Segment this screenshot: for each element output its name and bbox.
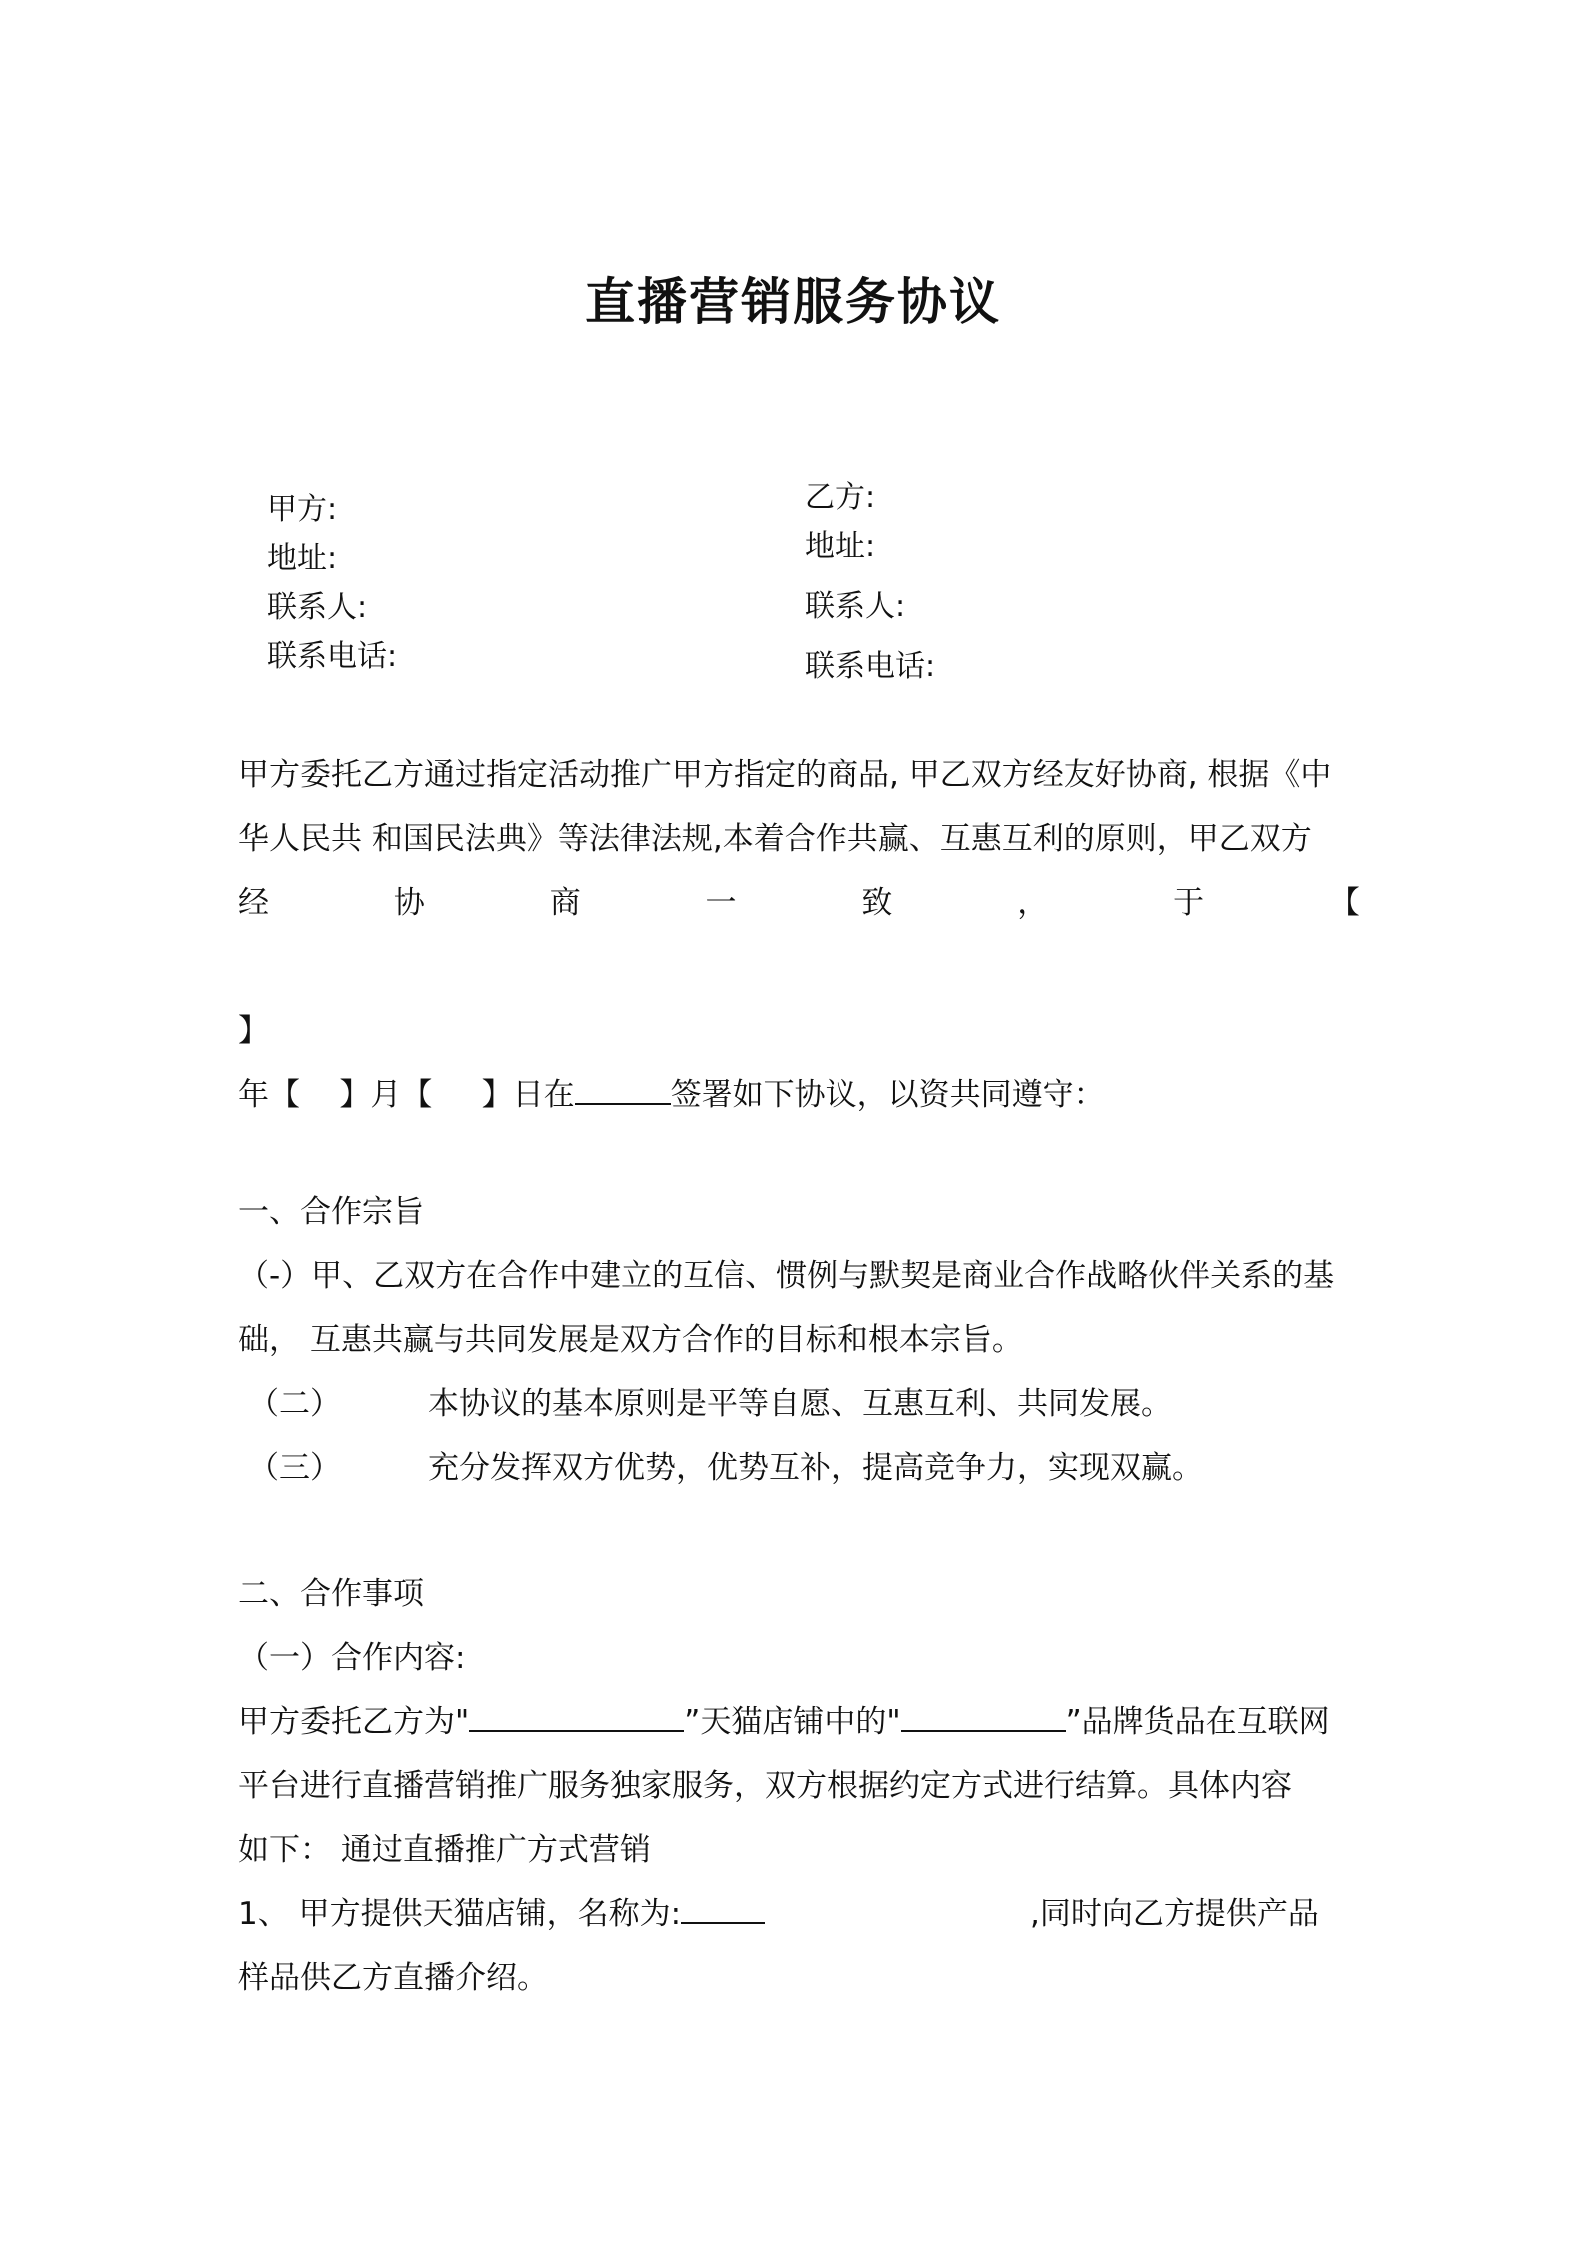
item-number: （三） <box>248 1450 341 1486</box>
section-2-heading: 二、合作事项 <box>238 1576 424 1612</box>
party-b-phone-label: 联系电话: <box>805 649 936 684</box>
section-1-item-1-line-2: 础， 互惠共赢与共同发展是双方合作的目标和根本宗旨。 <box>238 1322 1023 1358</box>
section-1-item-3 <box>238 1436 1360 1500</box>
sign-text: 签署如下协议，以资共同遵守： <box>670 1077 1105 1113</box>
section-1-item-1-line-1: （-）甲、乙双方在合作中建立的互信、惯例与默契是商业合作战略伙伴关系的基 <box>238 1258 1335 1294</box>
section-2-paragraph-line-3: 如下： 通过直播推广方式营销 <box>238 1832 651 1868</box>
intro-char: 协 <box>393 885 425 921</box>
intro-line-4: 】 <box>238 1013 269 1049</box>
section-2-subheading: （一）合作内容: <box>238 1640 466 1676</box>
item-text: 本协议的基本原则是平等自愿、互惠互利、共同发展。 <box>428 1386 1172 1422</box>
brand-name-blank <box>901 1700 1066 1732</box>
party-a-name-label: 甲方: <box>267 492 338 527</box>
party-a-phone-label: 联系电话: <box>267 639 398 674</box>
store-name-blank <box>469 1700 684 1732</box>
location-blank <box>575 1073 671 1105</box>
section-2-item-1-line-1 <box>238 1882 1360 1946</box>
party-a-address-label: 地址: <box>267 541 338 576</box>
party-b-address-label: 地址: <box>805 529 876 564</box>
document-title: 直播营销服务协议 <box>585 272 1001 331</box>
intro-line-2: 华人民共 和国民法典》等法律法规,本着合作共赢、互惠互利的原则，甲乙双方 <box>238 821 1312 857</box>
intro-char: 经 <box>238 885 269 921</box>
section-1 <box>238 1180 1360 1500</box>
intro-char: 致 <box>861 885 893 921</box>
intro-char: ， <box>1017 885 1049 921</box>
party-b-info <box>805 478 935 696</box>
party-a-contact-label: 联系人: <box>267 590 368 625</box>
text-fragment: 甲方委托乙方为" <box>238 1704 470 1740</box>
intro-line-5 <box>238 1063 1360 1127</box>
party-b-contact-label: 联系人: <box>805 589 906 624</box>
store-blank <box>681 1892 765 1924</box>
section-1-heading: 一、合作宗旨 <box>238 1194 424 1230</box>
text-fragment: 1、 甲方提供天猫店铺，名称为: <box>238 1896 682 1932</box>
intro-char: 一 <box>705 885 737 921</box>
section-2-item-1-line-2: 样品供乙方直播介绍。 <box>238 1960 548 1996</box>
section-2-paragraph-line-2: 平台进行直播营销推广服务独家服务，双方根据约定方式进行结算。具体内容 <box>238 1768 1292 1804</box>
text-fragment: ”品牌货品在互联网 <box>1065 1704 1330 1740</box>
date-text: 年【 】月【 】日在 <box>238 1077 575 1113</box>
party-b-name-label: 乙方: <box>805 480 876 515</box>
item-text: 充分发挥双方优势，优势互补，提高竞争力，实现双赢。 <box>428 1450 1203 1486</box>
item-number: （二） <box>248 1386 341 1422</box>
section-2-paragraph-line-1 <box>238 1690 1360 1754</box>
intro-char: 于 <box>1173 885 1205 921</box>
intro-line-3 <box>238 871 1360 935</box>
intro-char: 商 <box>549 885 581 921</box>
section-2 <box>238 1562 1360 2010</box>
intro-char: 【 <box>1328 885 1360 921</box>
text-fragment: ,同时向乙方提供产品 <box>1030 1896 1319 1932</box>
intro-line-1: 甲方委托乙方通过指定活动推广甲方指定的商品, 甲乙双方经友好协商, 根据《中 <box>238 757 1332 793</box>
intro-paragraph <box>238 743 1360 1127</box>
section-1-item-2 <box>238 1372 1360 1436</box>
party-a-info <box>267 490 397 686</box>
text-fragment: ”天猫店铺中的" <box>684 1704 901 1740</box>
